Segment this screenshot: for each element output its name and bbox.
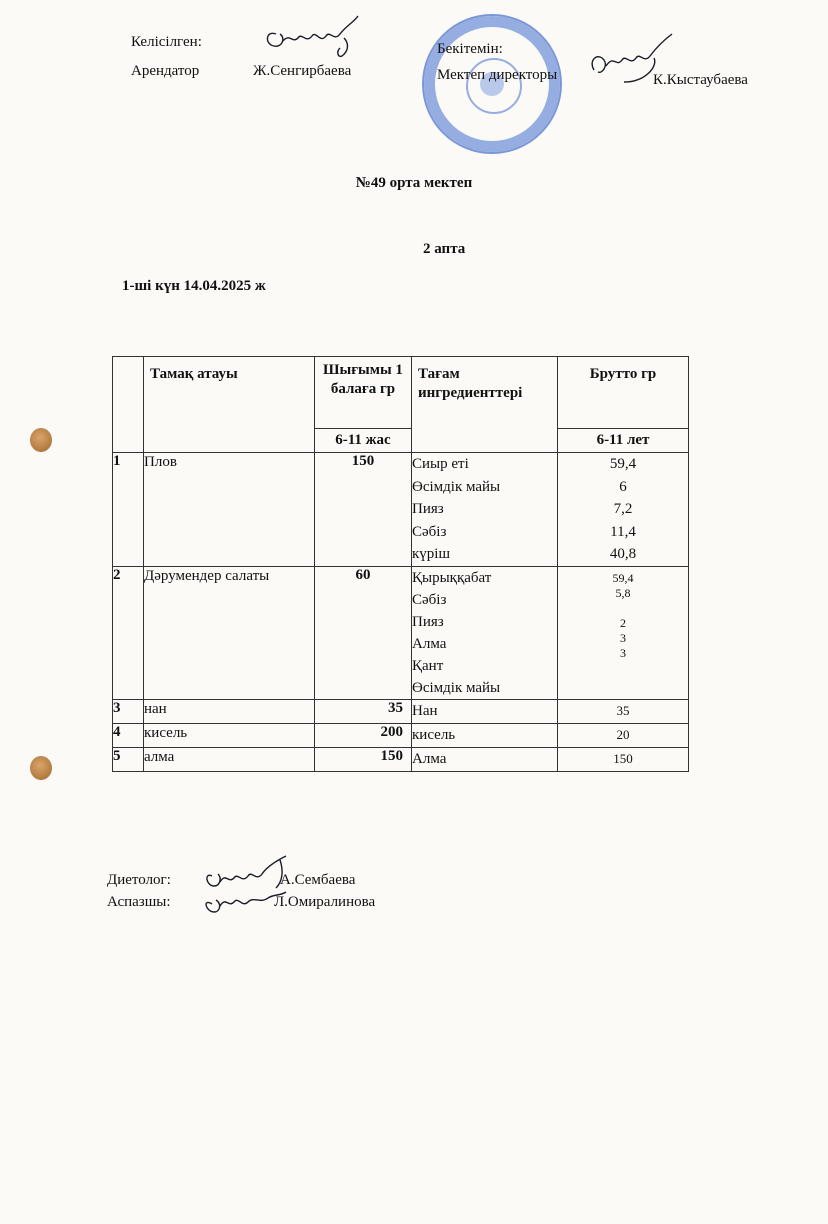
brutto-value: 59,4 bbox=[612, 570, 634, 585]
header-brutto: Брутто гр bbox=[589, 366, 657, 382]
header-ingredients: Тағам ингредиенттері bbox=[418, 366, 523, 401]
header-yield: Шығымы 1 балаға гр bbox=[323, 362, 403, 397]
row-yield: 150 bbox=[315, 453, 412, 567]
agreed-role: Арендатор bbox=[131, 63, 200, 79]
menu-table bbox=[112, 356, 689, 772]
header-num-cell bbox=[113, 357, 144, 453]
director-signature bbox=[584, 30, 680, 86]
row-num: 2 bbox=[113, 566, 144, 699]
header-brutto-cell bbox=[558, 357, 689, 429]
ingredient: күріш bbox=[412, 546, 451, 562]
brutto-value: 11,4 bbox=[610, 523, 636, 540]
brutto-value: 5,8 bbox=[615, 585, 631, 600]
dietitian-name: А.Сембаева bbox=[280, 872, 356, 888]
ingredient: Сиыр еті bbox=[412, 456, 469, 472]
row-brutto: 35 bbox=[558, 699, 689, 723]
row-ingredients: кисель bbox=[412, 723, 558, 747]
row-ingredients bbox=[412, 566, 558, 699]
row-num: 5 bbox=[113, 747, 144, 771]
row-yield: 200 bbox=[315, 723, 412, 747]
row-dish: Плов bbox=[144, 453, 315, 567]
agreed-label: Келісілген: bbox=[131, 34, 202, 50]
row-brutto: 150 bbox=[558, 747, 689, 771]
row-ingredients: Алма bbox=[412, 747, 558, 771]
header-yield-cell bbox=[315, 357, 412, 429]
header-dish-cell bbox=[144, 357, 315, 453]
table-row bbox=[113, 747, 689, 771]
subheader-brutto-age: 6-11 лет bbox=[558, 429, 689, 453]
brutto-value: 3 bbox=[620, 645, 626, 660]
brutto-value: 2 bbox=[620, 615, 626, 630]
ingredient: Өсімдік майы bbox=[412, 478, 501, 495]
row-yield: 35 bbox=[315, 699, 412, 723]
cook-signature bbox=[198, 884, 290, 916]
approve-role: Мектеп директоры bbox=[437, 67, 558, 83]
school-title: №49 орта мектеп bbox=[355, 175, 473, 191]
row-dish: алма bbox=[144, 747, 315, 771]
approve-name: К.Кыстаубаева bbox=[653, 72, 748, 88]
ingredient: Сәбіз bbox=[412, 591, 447, 608]
table-row bbox=[113, 453, 689, 567]
ingredient: Өсімдік майы bbox=[412, 679, 501, 696]
ingredient: Сәбіз bbox=[412, 523, 447, 540]
header-ingredients-cell bbox=[412, 357, 558, 453]
row-yield: 150 bbox=[315, 747, 412, 771]
ingredient: Пияз bbox=[412, 501, 444, 517]
approve-label: Бекітемін: bbox=[437, 41, 503, 57]
punch-hole bbox=[30, 756, 52, 780]
brutto-value: 59,4 bbox=[609, 456, 637, 472]
row-yield: 60 bbox=[315, 566, 412, 699]
row-dish: кисель bbox=[144, 723, 315, 747]
cook-label: Аспазшы: bbox=[107, 894, 171, 910]
row-brutto bbox=[558, 453, 689, 567]
row-num: 3 bbox=[113, 699, 144, 723]
row-dish: Дәрумендер салаты bbox=[144, 566, 315, 699]
table-row bbox=[113, 699, 689, 723]
ingredient: Пияз bbox=[412, 613, 444, 630]
table-row bbox=[113, 566, 689, 699]
cook-name: Л.Омиралинова bbox=[274, 894, 376, 910]
row-ingredients bbox=[412, 453, 558, 567]
subheader-yield-age: 6-11 жас bbox=[315, 429, 412, 453]
ingredient: Қырыққабат bbox=[412, 569, 492, 586]
brutto-value: 3 bbox=[620, 630, 626, 645]
dietitian-label: Диетолог: bbox=[107, 872, 171, 888]
header-dish: Тамақ атауы bbox=[150, 366, 238, 382]
ingredient: Алма bbox=[412, 635, 447, 652]
brutto-value: 6 bbox=[619, 478, 627, 495]
agreed-name: Ж.Сенгирбаева bbox=[253, 63, 352, 79]
row-num: 1 bbox=[113, 453, 144, 567]
day-date-label: 1-ші күн 14.04.2025 ж bbox=[122, 278, 266, 294]
week-label: 2 апта bbox=[423, 241, 466, 257]
brutto-value: 40,8 bbox=[609, 546, 637, 562]
row-brutto bbox=[558, 566, 689, 699]
tenant-signature bbox=[258, 8, 368, 60]
ingredient: Қант bbox=[412, 657, 444, 674]
row-num: 4 bbox=[113, 723, 144, 747]
row-dish: нан bbox=[144, 699, 315, 723]
row-ingredients: Нан bbox=[412, 699, 558, 723]
row-brutto: 20 bbox=[558, 723, 689, 747]
brutto-value: 7,2 bbox=[613, 501, 633, 517]
table-row bbox=[113, 723, 689, 747]
punch-hole bbox=[30, 428, 52, 452]
